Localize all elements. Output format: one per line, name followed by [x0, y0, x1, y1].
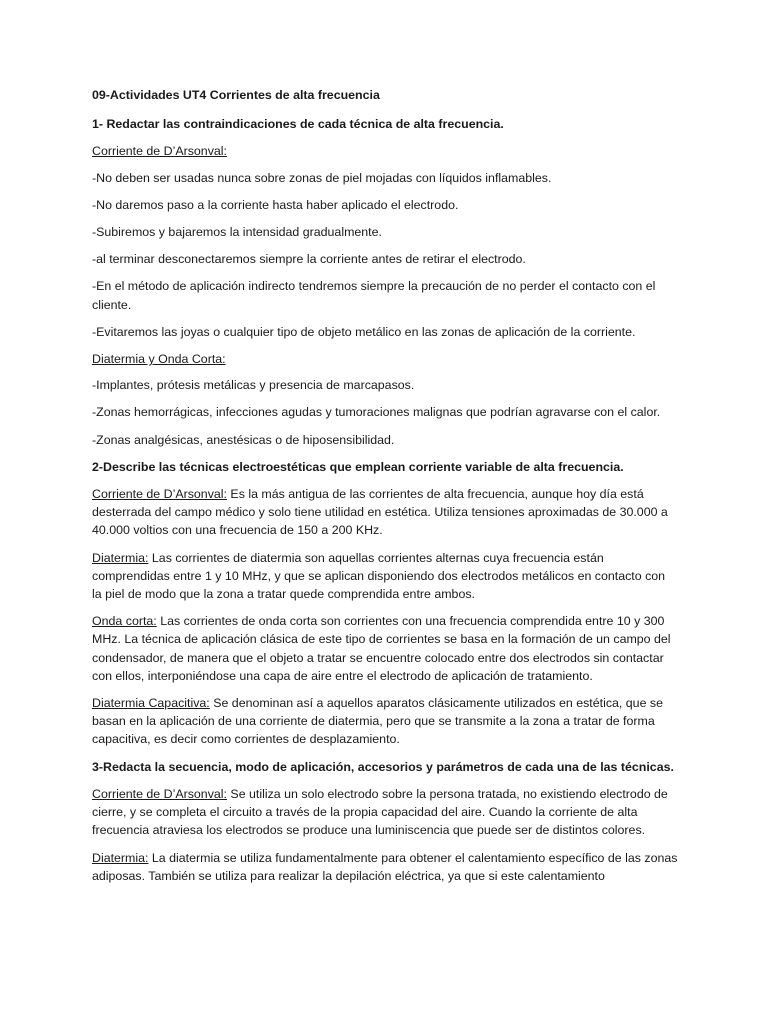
- technique-label: Diatermia:: [92, 550, 149, 565]
- contraindication-item: -Zonas hemorrágicas, infecciones agudas y tumoraciones malignas que podrían agravarse con el calor.: [92, 405, 661, 420]
- contraindication-item: -Implantes, prótesis metálicas y presencia de marcapasos.: [92, 378, 415, 393]
- technique-text: Se denominan así a aquellos aparatos clásicamente utilizados en estética, que se basan en la aplicación de una corriente de diatermia, pero que se transmite a la zona a tratar de forma capacitiva, es decir como corrientes de desplazamiento.: [92, 696, 663, 747]
- technique-label: Corriente de D’Arsonval:: [92, 487, 227, 502]
- diatermia-section-label: Diatermia y Onda Corta:: [92, 352, 226, 367]
- question-3-heading: 3-Redacta la secuencia, modo de aplicación, accesorios y parámetros de cada una de las técnicas.: [92, 759, 674, 774]
- technique-paragraph: [92, 549, 678, 604]
- contraindication-item: -Zonas analgésicas, anestésicas o de hiposensibilidad.: [92, 432, 395, 447]
- technique-paragraph: [92, 694, 678, 749]
- technique-label: Onda corta:: [92, 614, 157, 629]
- technique-paragraph: [92, 612, 678, 685]
- technique-text: Se utiliza un solo electrodo sobre la persona tratada, no existiendo electrodo de cierre, y se completa el circuito a través de la propia capacidad del aire. Cuando la corriente de alta frecuencia atraviesa los electrodos se produce una luminiscencia que puede ser de distintos colores.: [92, 786, 668, 838]
- contraindication-item: -No deben ser usadas nunca sobre zonas de piel mojadas con líquidos inflamables.: [92, 170, 552, 185]
- technique-label: Diatermia:: [92, 850, 149, 865]
- technique-paragraph: [92, 485, 678, 540]
- darsonval-section-label: Corriente de D’Arsonval:: [92, 144, 227, 159]
- technique-label: Diatermia Capacitiva:: [92, 696, 210, 711]
- contraindication-item: -Subiremos y bajaremos la intensidad gradualmente.: [92, 225, 382, 240]
- technique-text: Es la más antigua de las corrientes de alta frecuencia, aunque hoy día está desterrada del campo médico y solo tiene utilidad en estética. Utiliza tensiones aproximadas de 30.000 a 40.000 voltios con una frecuencia de 150 a 200 KHz.: [92, 487, 668, 538]
- contraindication-item: -No daremos paso a la corriente hasta haber aplicado el electrodo.: [92, 197, 459, 212]
- technique-text: Las corrientes de diatermia son aquellas corrientes alternas cuya frecuencia están comprendidas entre 1 y 10 MHz, y que se aplican disponiendo dos electrodos metálicos en contacto con la piel de modo que la zona a tratar quede comprendida entre ambos.: [92, 550, 666, 602]
- question-2-heading: 2-Describe las técnicas electroestéticas que emplean corriente variable de alta frecuencia.: [92, 459, 624, 474]
- technique-text: La diatermia se utiliza fundamentalmente para obtener el calentamiento específico de las zonas adiposas. También se utiliza para realizar la depilación eléctrica, ya que si este calentamiento: [92, 850, 678, 883]
- question-1-heading: 1- Redactar las contraindicaciones de cada técnica de alta frecuencia.: [92, 117, 504, 132]
- technique-paragraph: [92, 849, 678, 885]
- contraindication-item: -al terminar desconectaremos siempre la corriente antes de retirar el electrodo.: [92, 252, 526, 267]
- document-title: 09-Actividades UT4 Corrientes de alta frecuencia: [92, 88, 380, 102]
- technique-paragraph: [92, 785, 678, 840]
- technique-text: Las corrientes de onda corta son corrientes con una frecuencia comprendida entre 10 y 300 MHz. La técnica de aplicación clásica de este tipo de corrientes se basa en la formación de un campo del condensador, de manera que el objeto a tratar se encuentre colocado entre dos electrodos sin contactar con ellos, interponiéndose una capa de aire entre el electrodo de aplicación de tratamiento.: [92, 614, 671, 683]
- contraindication-item: -Evitaremos las joyas o cualquier tipo de objeto metálico en las zonas de aplicación de la corriente.: [92, 324, 636, 339]
- contraindication-item: -En el método de aplicación indirecto tendremos siempre la precaución de no perder el contacto con el cliente.: [92, 279, 656, 312]
- technique-label: Corriente de D’Arsonval:: [92, 786, 227, 801]
